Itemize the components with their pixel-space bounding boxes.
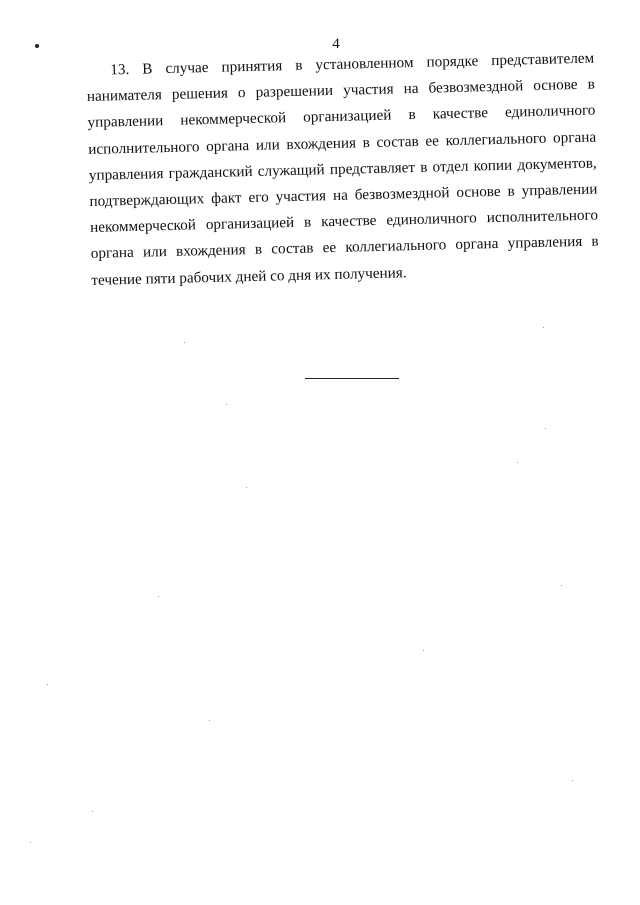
scan-speck — [209, 720, 210, 721]
scan-speck — [423, 650, 424, 651]
scan-speck — [246, 487, 247, 488]
clause-line: органа или вхождения в состав ее коллегиального органа управления в — [90, 232, 599, 263]
scan-speck — [92, 811, 93, 812]
clause-line: управлении некоммерческой организацией в качестве единоличного — [87, 101, 596, 132]
scan-speck — [184, 342, 185, 343]
scan-speck — [572, 780, 573, 781]
clause-line: течение пяти рабочих дней со дня их получения. — [91, 263, 407, 289]
clause-13 — [86, 46, 600, 294]
clause-line: управления гражданский служащий представляет в отдел копии документов, — [88, 154, 597, 184]
clause-line: подтверждающих факт его участия на безвозмездной основе в управлении — [89, 180, 598, 210]
scan-speck — [47, 684, 48, 685]
scan-speck — [545, 428, 546, 429]
clause-line: исполнительного органа или вхождения в состав ее коллегиального органа — [88, 128, 597, 158]
scan-speck — [30, 842, 31, 843]
scan-speck — [561, 585, 562, 586]
clause-line: 13. В случае принятия в установленном порядке представителем — [110, 49, 595, 79]
clause-line: нанимателя решения о разрешении участия на безвозмездной основе в — [86, 75, 596, 106]
scan-mark — [35, 44, 39, 48]
page-number: 4 — [332, 36, 340, 52]
scan-speck — [517, 462, 518, 463]
scan-speck — [158, 596, 159, 597]
section-divider — [305, 378, 399, 379]
scan-speck — [543, 327, 544, 328]
clause-line: некоммерческой организацией в качестве единоличного исполнительного — [89, 206, 599, 237]
scan-speck — [226, 404, 227, 405]
